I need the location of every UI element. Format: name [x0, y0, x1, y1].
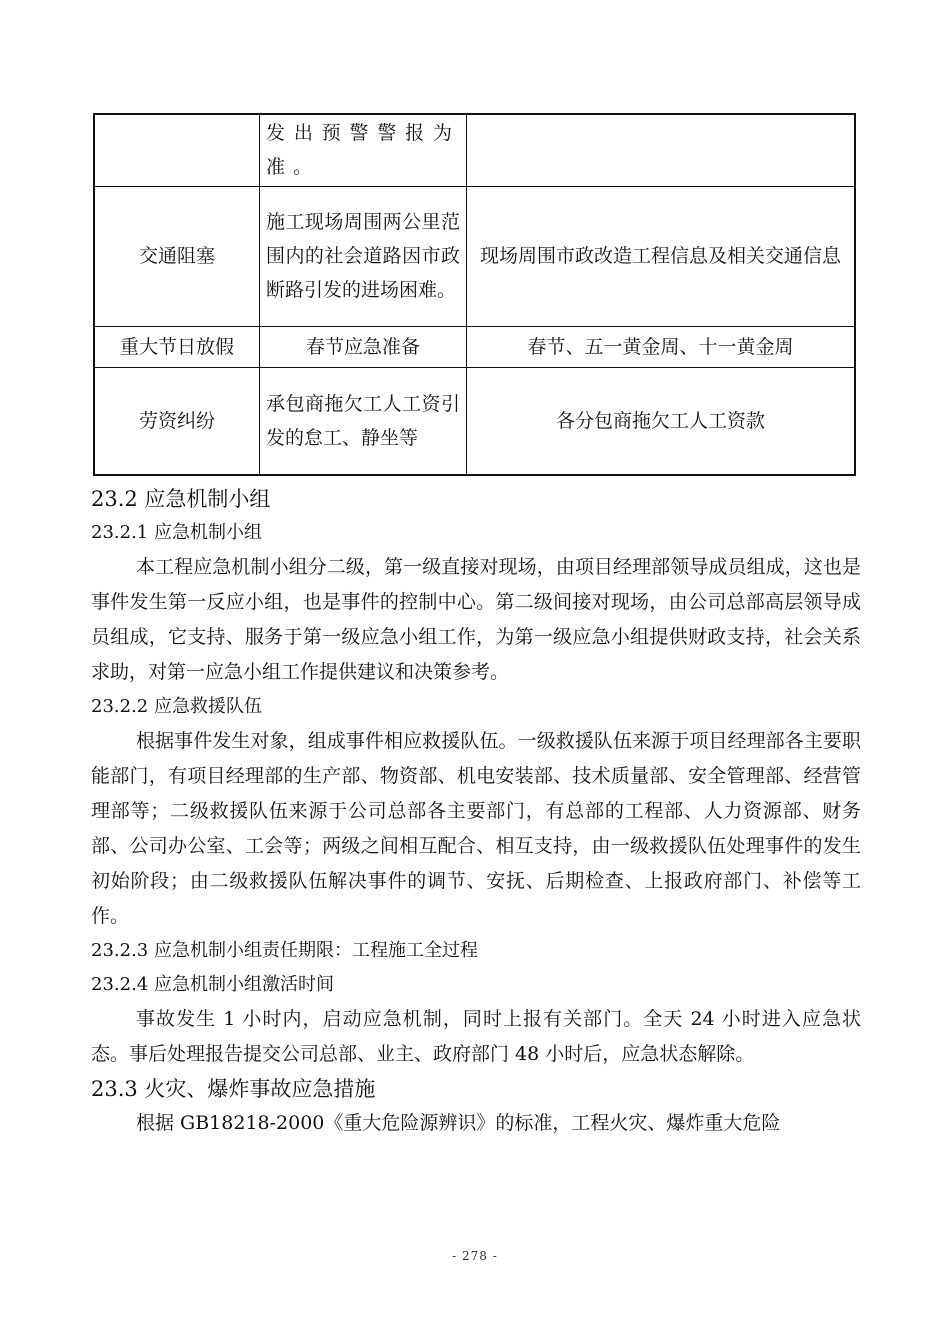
table-cell [94, 114, 260, 186]
table-cell: 各分包商拖欠工人工资款 [467, 367, 856, 475]
paragraph-23-3: 根据 GB18218-2000《重大危险源辨识》的标准，工程火灾、爆炸重大危险 [136, 1112, 781, 1134]
table-row [94, 186, 855, 326]
table-cell [467, 114, 856, 186]
paragraph-23-2-4: 事故发生 1 小时内，启动应急机制，同时上报有关部门。全天 24 小时进入应急状态。事后处理报告提交公司总部、业主、政府部门 48 小时后，应急状态解除。 [91, 1008, 861, 1065]
table-cell: 现场周围市政改造工程信息及相关交通信息 [467, 186, 856, 326]
table-cell: 承包商拖欠工人工资引发的怠工、静坐等 [260, 367, 467, 475]
table-cell: 劳资纠纷 [94, 367, 260, 475]
table-cell: 发出预警警报为准。 [260, 114, 467, 186]
subsection-heading-23-2-2: 23.2.2 应急救援队伍 [91, 696, 262, 717]
risk-table [93, 113, 856, 476]
table-cell: 重大节日放假 [94, 326, 260, 367]
subsection-heading-23-2-3: 23.2.3 应急机制小组责任期限：工程施工全过程 [91, 940, 478, 961]
section-heading-23-2: 23.2 应急机制小组 [91, 487, 271, 511]
paragraph-23-2-1: 本工程应急机制小组分二级，第一级直接对现场，由项目经理部领导成员组成，这也是事件发生第一反应小组，也是事件的控制中心。第二级间接对现场，由公司总部高层领导成员组成，它支持、服务于第一级应急小组工作，为第一级应急小组提供财政支持，社会关系求助，对第一应急小组工作提供建议和决策参考。 [91, 556, 861, 683]
page-number: - 278 - [452, 1249, 498, 1263]
table-row [94, 367, 855, 475]
table-cell: 交通阻塞 [94, 186, 260, 326]
table-row [94, 326, 855, 367]
table-row [94, 114, 855, 186]
subsection-heading-23-2-4: 23.2.4 应急机制小组激活时间 [91, 974, 334, 995]
paragraph-23-2-2: 根据事件发生对象，组成事件相应救援队伍。一级救援队伍来源于项目经理部各主要职能部门，有项目经理部的生产部、物资部、机电安装部、技术质量部、安全管理部、经营管理部等；二级救援队伍来源于公司总部各主要部门，有总部的工程部、人力资源部、财务部、公司办公室、工会等；两级之间相互配合、相互支持，由一级救援队伍处理事件的发生初始阶段；由二级救援队伍解决事件的调节、安抚、后期检查、上报政府部门、补偿等工作。 [91, 730, 861, 927]
body-text [91, 482, 861, 1141]
table-cell: 春节应急准备 [260, 326, 467, 367]
table-cell: 施工现场周围两公里范围内的社会道路因市政断路引发的进场困难。 [260, 186, 467, 326]
table-cell: 春节、五一黄金周、十一黄金周 [467, 326, 856, 367]
section-heading-23-3: 23.3 火灾、爆炸事故应急措施 [91, 1077, 376, 1101]
subsection-heading-23-2-1: 23.2.1 应急机制小组 [91, 522, 262, 543]
